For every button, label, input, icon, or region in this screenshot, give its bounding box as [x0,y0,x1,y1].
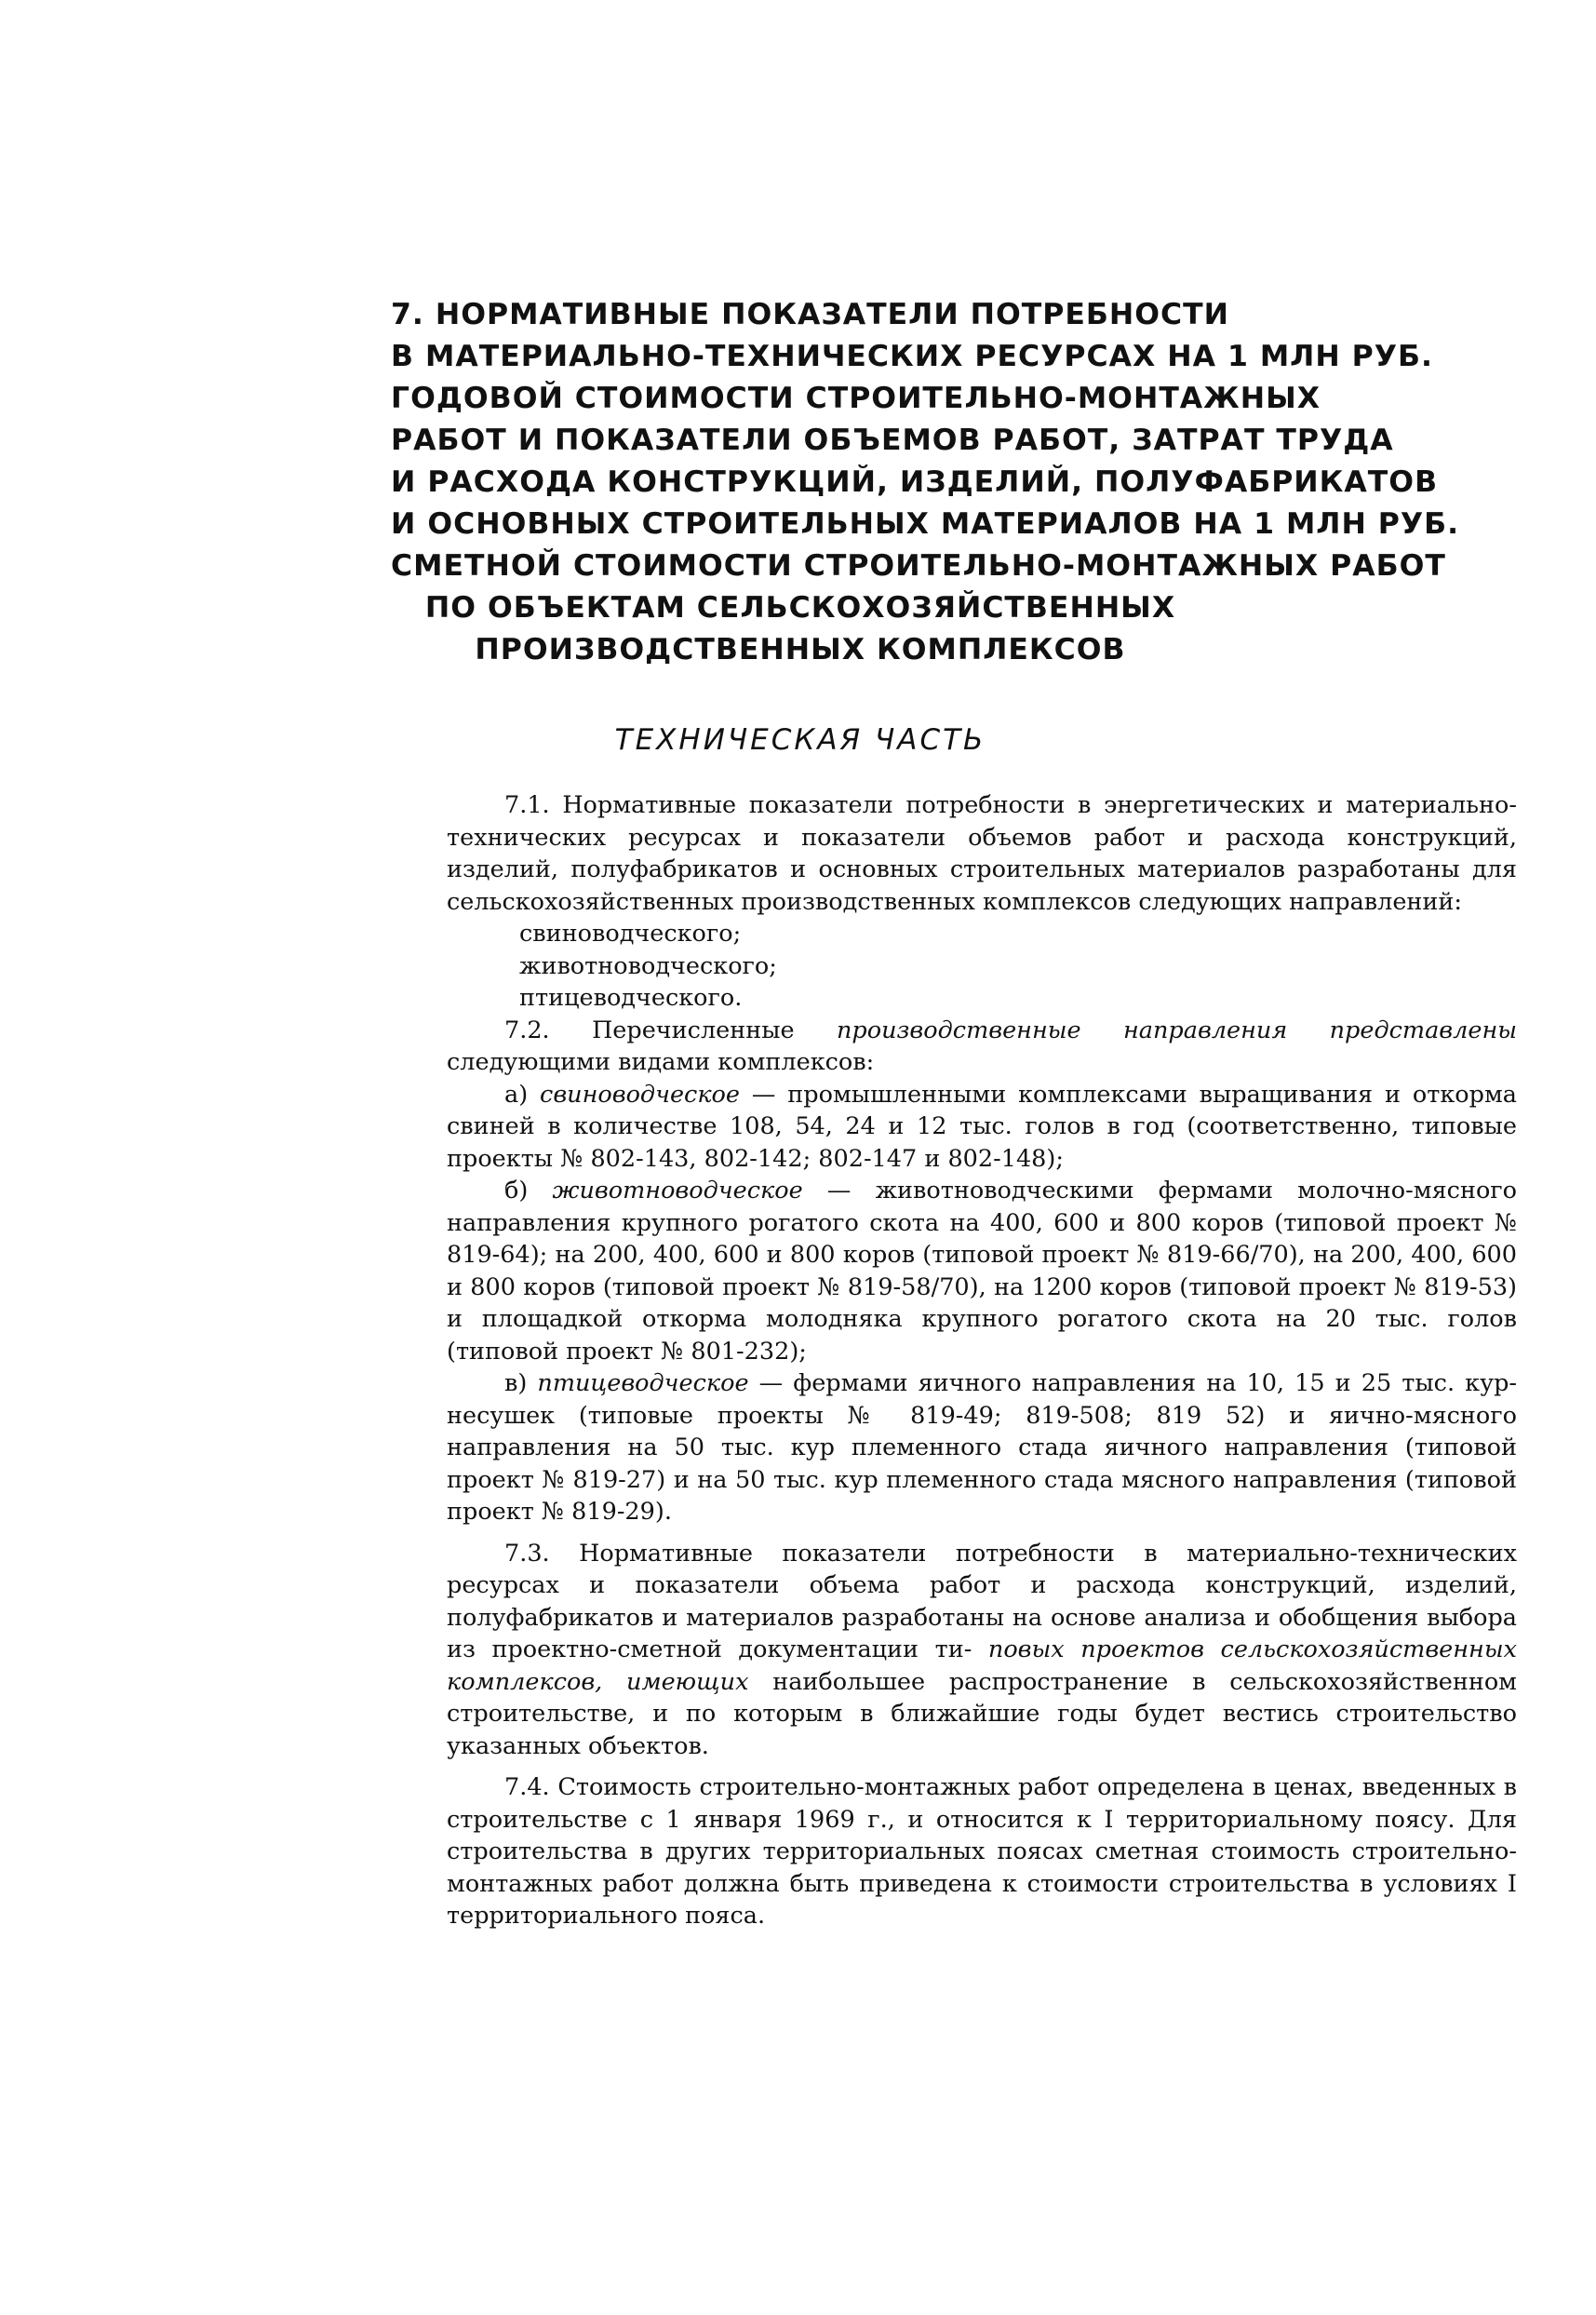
title-line: В МАТЕРИАЛЬНО-ТЕХНИЧЕСКИХ РЕСУРСАХ НА 1 МЛН РУБ. [391,340,1434,373]
technical-part-heading: ТЕХНИЧЕСКАЯ ЧАСТЬ [614,723,986,757]
item-term: свиноводческое [540,1080,741,1109]
paragraph-7-3 [447,1538,1517,1763]
title-line: СМЕТНОЙ СТОИМОСТИ СТРОИТЕЛЬНО-МОНТАЖНЫХ РАБОТ [391,549,1446,583]
item-term: животноводческое [552,1177,803,1205]
paragraph-7-1: 7.1. Нормативные показатели потребности в энергетических и материально-технических ресурсах и показатели объемов работ и расхода конструкций, изделий, полуфабрикатов и основных строительных материалов разработаны для сельскохозяйственных производственных комплексов следующих направлений: [447,791,1517,916]
item-b [447,1175,1517,1367]
item-text: — животноводческими фермами молочно-мясного направления крупного рогатого скота на 400, 600 и 800 коров (типовой проект № 819-64); на 200, 400, 600 и 800 коров (типовой проект № 819-66/70), на 200, 400, 600 и 800 коров (типовой проект № 819-58/70), на 1200 коров (типовой проект № 819-53) и площадкой откорма молодняка крупного рогатого скота на 20 тыс. голов (типовой проект № 801-232); [447,1177,1518,1366]
paragraph-text: 7.3. Нормативные показатели потребности в материально-технических ресурсах и показатели объема работ и расхода конструкций, изделий, полуфабрикатов и материалов разработаны на основе анализа и обобщения выбора из проектно-сметной документации ти- [447,1539,1517,1663]
item-term: птицеводческое [537,1369,749,1397]
item-text: — промышленными комплексами выращивания и откорма свиней в количестве 108, 54, 24 и 12 тыс. голов в год (соответственно, типовые проекты № 802-143, 802-142; 802-147 и 802-148); [447,1080,1518,1173]
list-item: птицеводческого. [519,984,743,1012]
paragraph-7-4: 7.4. Стоимость строительно-монтажных работ определена в ценах, введенных в строительстве с 1 января 1969 г., и относится к I территориальному поясу. Для строительства в других территориальных поясах сметная стоимость строительно-монтажных работ должна быть приведена к стоимости строительства в условиях I территориального пояса. [447,1773,1517,1930]
paragraph-text: наибольшее распространение в сельскохозяйственном строительстве, и по которым в ближайшие годы будет вестись строительство указанных объектов. [447,1667,1518,1760]
list-item: свиноводческого; [519,920,742,948]
title-line: ПО ОБЪЕКТАМ СЕЛЬСКОХОЗЯЙСТВЕННЫХ [424,591,1176,625]
item-a [447,1079,1517,1176]
paragraph-7-2 [447,1015,1517,1079]
body-text [447,789,1517,1932]
paragraph-number: 7.2. [504,1016,550,1044]
title-line: И РАСХОДА КОНСТРУКЦИЙ, ИЗДЕЛИЙ, ПОЛУФАБРИКАТОВ [391,465,1439,499]
list-item: животноводческого; [519,951,777,980]
title-line: И ОСНОВНЫХ СТРОИТЕЛЬНЫХ МАТЕРИАЛОВ НА 1 МЛН РУБ. [391,507,1460,541]
item-text: — фермами яичного направления на 10, 15 и 25 тыс. кур-несушек (типовые проекты № 819-49; 819-508; 819 52) и яично-мясного направления на 50 тыс. кур племенного стада яичного направления (типовой проект № 819-27) и на 50 тыс. кур племенного стада мясного направления (типовой проект № 819-29). [447,1369,1518,1526]
paragraph-italic-text: повых проектов сельскохозяйственных комплексов, имеющих [447,1635,1517,1696]
item-marker: в) [504,1369,528,1397]
title-line: РАБОТ И ПОКАЗАТЕЛИ ОБЪЕМОВ РАБОТ, ЗАТРАТ ТРУДА [391,424,1394,457]
section-title [391,294,1460,671]
title-line: ПРОИЗВОДСТВЕННЫХ КОМПЛЕКСОВ [475,633,1126,666]
paragraph-text: следующими видами комплексов: [447,1048,875,1076]
item-marker: а) [504,1080,529,1109]
item-c [447,1367,1517,1528]
paragraph-italic-text: производственные направления представлены [837,1016,1518,1044]
title-line: 7. НОРМАТИВНЫЕ ПОКАЗАТЕЛИ ПОТРЕБНОСТИ [391,298,1230,331]
item-marker: б) [504,1177,529,1205]
title-line: ГОДОВОЙ СТОИМОСТИ СТРОИТЕЛЬНО-МОНТАЖНЫХ [391,382,1321,415]
paragraph-text: Перечисленные [592,1016,795,1044]
